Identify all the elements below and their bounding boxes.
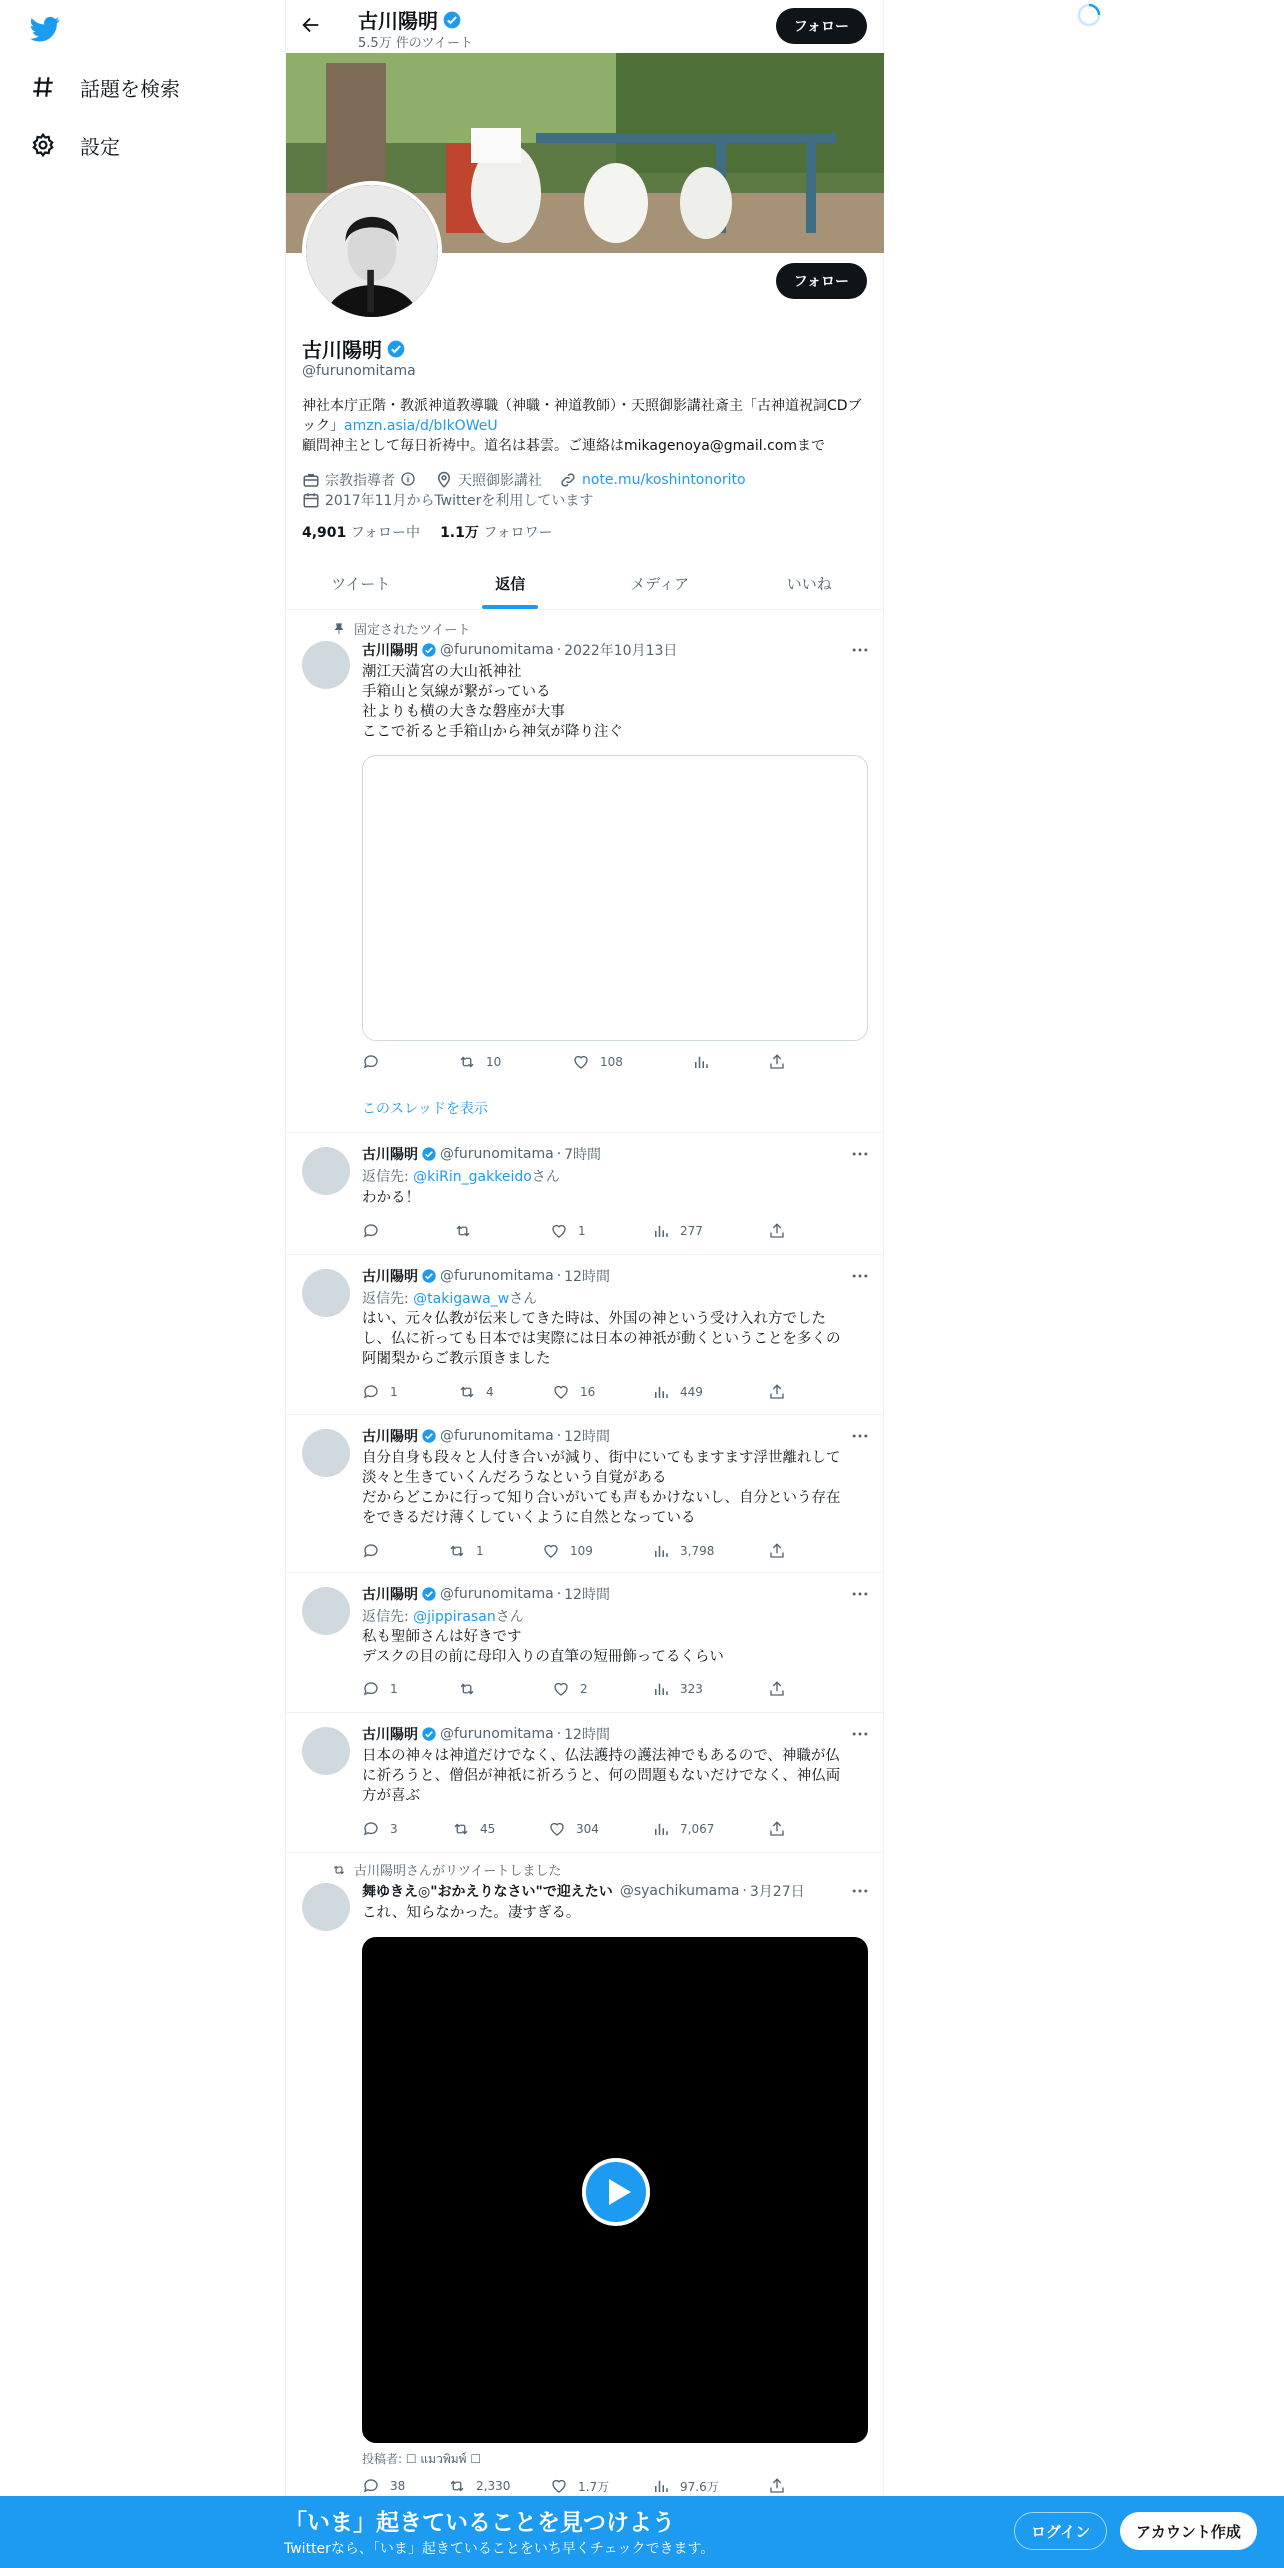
views-chart-icon [652, 1222, 670, 1240]
retweet-button[interactable] [454, 1222, 472, 1240]
tweet-author-name[interactable]: 舞ゆきえ◎"おかえりなさい"で迎えたい [362, 1884, 613, 1900]
more-options-icon[interactable] [850, 1144, 870, 1164]
avatar[interactable] [302, 1429, 350, 1477]
more-options-icon[interactable] [850, 1881, 870, 1901]
views-button[interactable]: 7,067 [652, 1820, 714, 1838]
profile-handle: @furunomitama [302, 363, 416, 379]
share-icon [768, 1053, 786, 1071]
retweet-button[interactable]: 2,330 [448, 2477, 510, 2495]
sidebar-item-explore[interactable] [30, 69, 180, 105]
profile-stats [302, 522, 553, 542]
views-button[interactable]: 97.6万 [652, 2477, 719, 2495]
retweeted-label: 古川陽明さんがリツイートしました [332, 1860, 561, 1879]
verified-badge-icon [421, 1268, 437, 1284]
views-chart-icon [652, 1383, 670, 1401]
hash-icon [30, 74, 56, 100]
retweet-button[interactable]: 45 [452, 1820, 495, 1838]
reply-button[interactable] [362, 1542, 380, 1560]
reply-icon [362, 1542, 380, 1560]
followers-link[interactable]: 1.1万 フォロワー [440, 525, 553, 541]
back-arrow-icon[interactable] [300, 14, 326, 40]
like-button[interactable]: 1 [550, 1222, 586, 1240]
bio-link[interactable]: amzn.asia/d/bIkOWeU [344, 418, 498, 434]
more-options-icon[interactable] [850, 1266, 870, 1286]
avatar[interactable] [302, 1269, 350, 1317]
like-button[interactable]: 109 [542, 1542, 593, 1560]
views-button[interactable] [692, 1053, 710, 1071]
profile-avatar[interactable] [302, 181, 442, 321]
retweet-button[interactable]: 4 [458, 1383, 494, 1401]
tweet-actions [362, 1820, 782, 1840]
tweet-author-name[interactable]: 古川陽明 [362, 1587, 418, 1603]
like-button[interactable]: 1.7万 [550, 2477, 609, 2495]
tweet-header: 古川陽明 @furunomitama · 12時間 [362, 1268, 610, 1285]
tweet-author-handle[interactable]: @furunomitama [440, 1428, 554, 1444]
tweet[interactable] [286, 1573, 884, 1713]
video-player[interactable] [362, 1937, 868, 2443]
tweet-media-card[interactable] [362, 755, 868, 1041]
retweet-icon [332, 1863, 346, 1877]
profile-follow-button[interactable]: フォロー [776, 263, 867, 299]
like-button[interactable]: 16 [552, 1383, 595, 1401]
tweet-author-handle[interactable]: @furunomitama [440, 1146, 554, 1162]
reply-context: 返信先: @takigawa_wさん [362, 1291, 538, 1307]
views-chart-icon [692, 1053, 710, 1071]
tweet-header: 古川陽明 @furunomitama · 12時間 [362, 1726, 610, 1743]
tweet-actions [362, 1680, 782, 1700]
tweet-text: 私も聖師さんは好きです デスクの目の前に母印入りの直筆の短冊飾ってるくらい [362, 1629, 724, 1665]
tweet[interactable] [286, 1415, 884, 1573]
retweet-icon [454, 1222, 472, 1240]
tab-tweets[interactable]: ツイート [331, 574, 391, 593]
header-name: 古川陽明 [358, 5, 462, 34]
sidebar-item-label: 話題を検索 [80, 76, 180, 101]
link-icon [559, 471, 577, 489]
retweet-icon [452, 1820, 470, 1838]
tweet-date[interactable]: 12時間 [564, 1587, 610, 1603]
views-chart-icon [652, 1680, 670, 1698]
reply-icon [362, 1680, 380, 1698]
tweet-author-handle[interactable]: @furunomitama [440, 642, 554, 658]
verified-badge-icon [421, 1428, 437, 1444]
reply-button[interactable]: 38 [362, 2477, 405, 2495]
tweet-text: 自分自身も段々と人付き合いが減り、街中にいてもますます浮世離れして 淡々と生きていくんだろうなという自覚がある だからどこかに行って知り合いがいても声もかけないし、自分という存在 をできるだけ薄くしていくように自然となっている [362, 1450, 841, 1526]
reply-button[interactable]: 1 [362, 1680, 398, 1698]
heart-icon [542, 1542, 560, 1560]
tweet-author-name[interactable]: 古川陽明 [362, 1429, 418, 1445]
more-options-icon[interactable] [850, 640, 870, 660]
login-button[interactable]: ログイン [1014, 2512, 1107, 2550]
avatar[interactable] [302, 1587, 350, 1635]
reply-context: 返信先: @kiRin_gakkeidoさん [362, 1169, 560, 1185]
like-button[interactable]: 304 [548, 1820, 599, 1838]
heart-icon [550, 1222, 568, 1240]
signup-button[interactable]: アカウント作成 [1120, 2512, 1257, 2550]
profile-category: 宗教指導者 [325, 473, 395, 489]
calendar-icon [302, 491, 320, 509]
share-icon [768, 1222, 786, 1240]
tweet-author-handle[interactable]: @syachikumama [619, 1883, 740, 1899]
briefcase-icon [302, 471, 320, 489]
verified-badge-icon [421, 1146, 437, 1162]
tweet-count: 5.5万 件のツイート [358, 36, 473, 51]
retweet-button[interactable] [458, 1680, 476, 1698]
twitter-logo-icon[interactable] [30, 14, 60, 44]
info-icon[interactable] [400, 471, 418, 489]
heart-icon [550, 2477, 568, 2495]
heart-icon [548, 1820, 566, 1838]
profile-joined: 2017年11月からTwitterを利用しています [325, 493, 594, 509]
reply-to-link[interactable]: @jippirasan [413, 1609, 496, 1625]
like-button[interactable]: 2 [552, 1680, 588, 1698]
tweet-header: 舞ゆきえ◎"おかえりなさい"で迎えたい @syachikumama · 3月27日 [362, 1883, 805, 1900]
tweet-text: わかる！ [362, 1190, 420, 1206]
tweet-date[interactable]: 7時間 [564, 1147, 602, 1163]
tweet-date[interactable]: 2022年10月13日 [564, 643, 678, 659]
verified-badge-icon [442, 10, 462, 30]
bottom-bar-subtitle: Twitterなら、「いま」起きていることをいち早くチェックできます。 [284, 2541, 715, 2557]
profile-bio: 神社本庁正階・教派神道教導職（神職・神道教師）・天照御影講社斎主「古神道祝詞CDブック」amzn.asia/d/bIkOWeU 顧問神主として毎日祈祷中。道名は碁雲。ご連絡はmikagenoya@gmail.comまで [302, 398, 862, 454]
retweet-icon [458, 1053, 476, 1071]
reply-icon [362, 1820, 380, 1838]
reply-button[interactable]: 1 [362, 1383, 398, 1401]
profile-header-bar [286, 0, 883, 53]
loading-spinner-icon [1076, 2, 1102, 28]
tweet-text: これ、知らなかった。凄すぎる。 [362, 1905, 581, 1921]
reply-context: 返信先: @jippirasanさん [362, 1609, 524, 1625]
tweet-actions [362, 2477, 782, 2497]
heart-icon [552, 1383, 570, 1401]
tweet-header: 古川陽明 @furunomitama · 12時間 [362, 1428, 610, 1445]
share-button[interactable] [768, 2477, 786, 2495]
tweet-date[interactable]: 12時間 [564, 1429, 610, 1445]
tweet-header: 古川陽明 @furunomitama · 7時間 [362, 1146, 602, 1163]
tweet-text: はい、元々仏教が伝来してきた時は、外国の神という受け入れ方でした し、仏に祈っても日本では実際には日本の神祇が動くということを多くの 阿闍梨からご教示頂きました [362, 1311, 841, 1367]
share-button[interactable] [768, 1542, 786, 1560]
location-pin-icon [435, 471, 453, 489]
profile-tabs [286, 557, 884, 610]
more-options-icon[interactable] [850, 1584, 870, 1604]
tweet[interactable] [286, 1255, 884, 1415]
tweet-author-name[interactable]: 古川陽明 [362, 1147, 418, 1163]
more-options-icon[interactable] [850, 1724, 870, 1744]
tab-replies[interactable]: 返信 [436, 557, 586, 609]
pin-icon [332, 622, 346, 636]
heart-icon [552, 1680, 570, 1698]
reply-button[interactable] [362, 1222, 380, 1240]
avatar[interactable] [302, 641, 350, 689]
reply-to-link[interactable]: @takigawa_w [413, 1291, 510, 1307]
views-button[interactable]: 449 [652, 1383, 703, 1401]
reply-icon [362, 1383, 380, 1401]
reply-button[interactable]: 3 [362, 1820, 398, 1838]
retweet-icon [458, 1680, 476, 1698]
share-button[interactable] [768, 1222, 786, 1240]
verified-badge-icon [421, 642, 437, 658]
retweet-button[interactable]: 10 [458, 1053, 501, 1071]
verified-badge-icon [386, 339, 406, 359]
share-icon [768, 1542, 786, 1560]
reply-button[interactable] [362, 1053, 380, 1071]
tweet-actions [362, 1542, 782, 1562]
share-button[interactable] [768, 1820, 786, 1838]
tweet-text: 日本の神々は神道だけでなく、仏法護持の護法神でもあるので、神職が仏 に祈ろうと、僧侶が神祇に祈ろうと、何の問題もないだけでなく、神仏両 方が喜ぶ [362, 1748, 841, 1804]
views-button[interactable]: 3,798 [652, 1542, 714, 1560]
avatar[interactable] [302, 1147, 350, 1195]
profile-website-link[interactable]: note.mu/koshintonorito [582, 472, 746, 488]
tweet[interactable] [286, 1133, 884, 1255]
tweet-pinned[interactable] [286, 610, 884, 1133]
sidebar-item-label: 設定 [80, 134, 120, 159]
views-chart-icon [652, 1542, 670, 1560]
tweet-date[interactable]: 3月27日 [749, 1884, 805, 1900]
views-button[interactable]: 323 [652, 1680, 703, 1698]
avatar[interactable] [302, 1883, 350, 1931]
signup-prompt-bar [0, 2496, 1284, 2568]
profile-location: 天照御影講社 [458, 473, 542, 489]
tweet-actions [362, 1222, 782, 1242]
video-credit: 投稿者: ☐ แมวพิมพ์ ☐ [362, 2452, 482, 2466]
retweet-icon [458, 1383, 476, 1401]
reply-to-link[interactable]: @kiRin_gakkeido [413, 1169, 532, 1185]
tweet-author-name[interactable]: 古川陽明 [362, 1727, 418, 1743]
views-chart-icon [652, 2477, 670, 2495]
header-follow-button[interactable]: フォロー [776, 8, 867, 44]
tab-media[interactable]: メディア [630, 574, 690, 593]
sidebar-item-settings[interactable] [30, 127, 120, 163]
share-button[interactable] [768, 1680, 786, 1698]
reply-icon [362, 2477, 380, 2495]
share-icon [768, 1820, 786, 1838]
following-link[interactable]: 4,901 フォロー中 [302, 525, 421, 541]
views-chart-icon [652, 1820, 670, 1838]
tweet-header: 古川陽明 @furunomitama · 2022年10月13日 [362, 642, 678, 659]
share-button[interactable] [768, 1053, 786, 1071]
share-button[interactable] [768, 1383, 786, 1401]
pinned-label: 固定されたツイート [332, 619, 470, 638]
retweet-icon [448, 2477, 466, 2495]
tweet-author-name[interactable]: 古川陽明 [362, 643, 418, 659]
more-options-icon[interactable] [850, 1426, 870, 1446]
tweet-author-handle[interactable]: @furunomitama [440, 1268, 554, 1284]
profile-meta-row [302, 470, 746, 490]
play-icon[interactable] [582, 2158, 650, 2226]
tweet-actions [362, 1383, 782, 1403]
tweet-author-name[interactable]: 古川陽明 [362, 1269, 418, 1285]
share-icon [768, 1383, 786, 1401]
verified-badge-icon [421, 1726, 437, 1742]
tweet-date[interactable]: 12時間 [564, 1269, 610, 1285]
bottom-bar-title: 「いま」起きていることを見つけよう [284, 2510, 675, 2536]
reply-icon [362, 1222, 380, 1240]
profile-joined-row [302, 490, 593, 510]
tweet-retweet[interactable] [286, 1853, 884, 2496]
main-column [285, 0, 884, 2568]
tab-likes[interactable]: いいね [786, 574, 832, 593]
tweet-text: 潮江天満宮の大山祇神社 手箱山と気線が繋がっている 社よりも横の大きな磐座が大事 ここで祈ると手箱山から神気が降り注ぐ [362, 664, 623, 740]
tweet-author-handle[interactable]: @furunomitama [440, 1586, 554, 1602]
share-icon [768, 2477, 786, 2495]
verified-badge-icon [421, 1586, 437, 1602]
retweet-icon [448, 1542, 466, 1560]
heart-icon [572, 1053, 590, 1071]
tweet-date[interactable]: 12時間 [564, 1727, 610, 1743]
tweet-author-handle[interactable]: @furunomitama [440, 1726, 554, 1742]
avatar[interactable] [302, 1727, 350, 1775]
views-button[interactable]: 277 [652, 1222, 703, 1240]
like-button[interactable]: 108 [572, 1053, 623, 1071]
retweet-button[interactable]: 1 [448, 1542, 484, 1560]
profile-name: 古川陽明 [302, 334, 406, 363]
share-icon [768, 1680, 786, 1698]
tweet-header: 古川陽明 @furunomitama · 12時間 [362, 1586, 610, 1603]
tweet[interactable] [286, 1713, 884, 1853]
gear-icon [30, 132, 56, 158]
reply-icon [362, 1053, 380, 1071]
tweet-actions [362, 1053, 782, 1073]
show-thread-link[interactable]: このスレッドを表示 [362, 1101, 488, 1117]
